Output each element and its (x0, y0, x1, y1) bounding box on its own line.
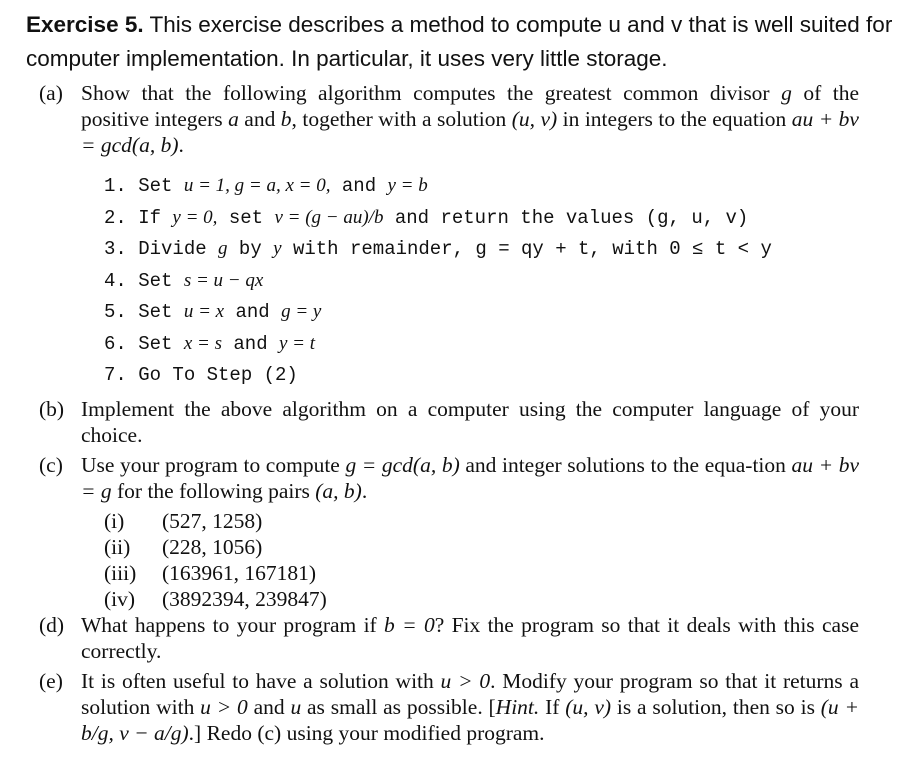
exercise-intro (26, 8, 906, 76)
list-item-value: (228, 1056) (162, 535, 263, 559)
part-e-text: It is often useful to have a solution with u > 0. Modify your program so that it returns a solution with u > 0 and u as small as possible. [Hint. If (u, v) is a solution, then so is (u + b/g, v − a/g).] Redo (c) using your modified program. (81, 669, 859, 745)
list-item (104, 534, 327, 560)
algorithm-step: 4. Set s = u − qx (104, 269, 264, 292)
algorithm-step: 3. Divide g by y with remainder, g = qy + t, with 0 ≤ t < y (104, 238, 772, 260)
exercise-heading: Exercise 5. (26, 12, 144, 37)
list-item-number: (iv) (104, 587, 136, 611)
list-item-number: (i) (104, 509, 125, 533)
algorithm-step: 5. Set u = x and g = y (104, 301, 322, 323)
part-b-label: (b) (39, 397, 65, 421)
algorithm-steps (104, 172, 864, 393)
list-item-value: (163961, 167181) (162, 561, 317, 585)
part-a-label: (a) (39, 81, 63, 105)
part-d-text: What happens to your program if b = 0? Fix the program so that it deals with this case correctly. (81, 613, 859, 663)
part-c-label: (c) (39, 453, 63, 477)
algorithm-step: 6. Set x = s and y = t (104, 332, 316, 355)
part-b-text: Implement the above algorithm on a computer using the computer language of your choice. (81, 397, 859, 447)
list-item-value: (527, 1258) (162, 509, 263, 533)
part-e-label: (e) (39, 669, 63, 693)
part-d (39, 612, 859, 664)
list-item-value: (3892394, 239847) (162, 587, 327, 611)
part-c-text: Use your program to compute g = gcd(a, b) and integer solutions to the equa-tion au + bv = g for the following pairs (a, b). (81, 453, 859, 503)
list-item (104, 560, 327, 586)
list-item-number: (iii) (104, 561, 137, 585)
algorithm-step: 7. Go To Step (2) (104, 364, 298, 386)
exercise-intro-text: This exercise describes a method to compute u and v that is well suited for computer implementation. In particular, it uses very little storage. (26, 12, 893, 71)
algorithm-step: 1. Set u = 1, g = a, x = 0, and y = b (104, 175, 428, 197)
part-a (39, 80, 859, 158)
list-item (104, 508, 327, 534)
pairs-list (104, 508, 327, 612)
part-c (39, 452, 859, 504)
part-e (39, 668, 859, 746)
hint-label: Hint. (495, 695, 540, 719)
list-item (104, 586, 327, 612)
list-item-number: (ii) (104, 535, 131, 559)
algorithm-step: 2. If y = 0, set v = (g − au)/b and return the values (g, u, v) (104, 206, 749, 229)
part-a-text: Show that the following algorithm computes the greatest common divisor g of the positive integers a and b, together with a solution (u, v) in integers to the equation au + bv = gcd(a, b). (81, 81, 860, 157)
part-b (39, 396, 859, 448)
part-d-label: (d) (39, 613, 65, 637)
